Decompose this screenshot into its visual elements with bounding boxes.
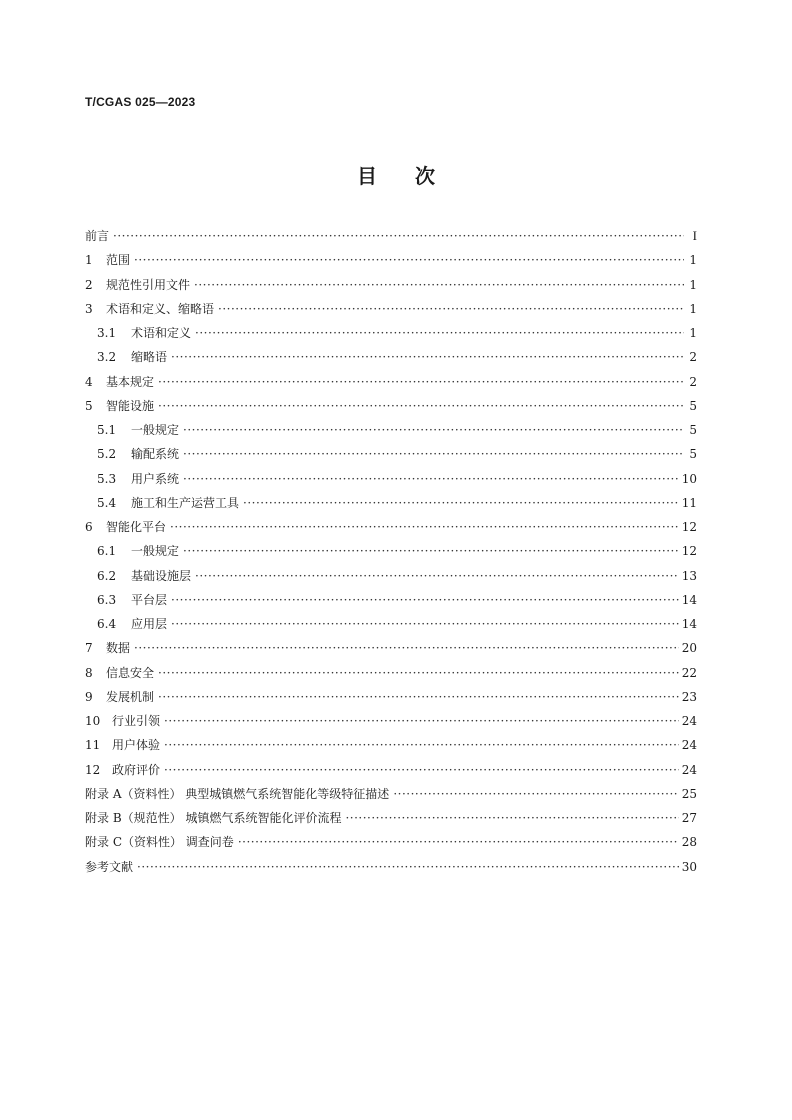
toc-entry-number: 12 [85,762,101,777]
toc-entry-number: 6.4 [97,617,117,631]
toc-entry-number: 7 [85,641,93,656]
toc-entry-label: 术语和定义 [131,326,192,340]
toc-entry-page: 14 [681,592,697,607]
toc-entry-number: 10 [85,714,101,728]
toc-entry-page: 22 [681,665,697,680]
toc-entry-number: 6.3 [97,592,117,607]
toc-entry[interactable] [85,612,697,636]
document-code: T/CGAS 025—2023 [85,95,196,109]
toc-dot-leader [171,612,679,636]
toc-entry-number: 5 [85,398,93,413]
toc-dot-leader [183,539,679,563]
toc-entry-number: 1 [85,253,93,268]
toc-entry-label: 规范性引用文件 [106,277,191,292]
toc-entry-label: 附录 C（资料性） 调查问卷 [85,835,234,850]
toc-dot-leader [158,685,679,709]
toc-entry-label: 输配系统 [131,447,180,462]
toc-dot-leader [113,224,684,248]
toc-entry-number: 6 [85,520,93,534]
toc-entry-page: 5 [689,398,697,413]
toc-dot-leader [183,442,684,466]
toc-entry-label: 前言 [85,229,110,243]
toc-entry-label: 范围 [106,253,131,268]
toc-entry-page: 2 [689,374,697,389]
toc-dot-leader [164,758,679,782]
toc-entry-number: 4 [85,374,93,389]
toc-entry-page: 1 [689,277,697,292]
toc-dot-leader [393,782,678,806]
toc-entry[interactable] [85,855,697,879]
toc-entry-page: 12 [681,520,697,534]
toc-entry-number: 6.2 [97,568,117,583]
toc-entry-number: 3.1 [97,326,117,340]
toc-dot-leader [194,273,684,297]
toc-entry-page: 24 [681,762,697,777]
toc-entry-number: 5.4 [97,495,117,510]
toc-dot-leader [183,467,679,491]
toc-dot-leader [134,636,679,660]
toc-dot-leader [243,491,679,515]
toc-entry-label: 基本规定 [106,374,155,389]
toc-entry[interactable] [85,636,697,660]
toc-entry-page: 12 [681,544,697,559]
toc-entry[interactable] [85,709,697,733]
toc-entry-page: 5 [689,447,697,462]
toc-entry-page: 25 [681,786,697,801]
toc-entry-label: 行业引领 [112,714,161,728]
toc-dot-leader [195,321,684,345]
toc-title-right: 次 [415,164,435,188]
toc-entry-number: 11 [85,738,101,753]
toc-entry-label: 施工和生产运营工具 [131,495,240,510]
toc-entry-page: 20 [681,641,697,656]
toc-entry[interactable] [85,661,697,685]
toc-entry[interactable] [85,370,697,394]
toc-entry-number: 5.2 [97,447,117,462]
toc-entry-number: 3.2 [97,350,117,365]
toc-entry[interactable] [85,273,697,297]
toc-entry[interactable] [85,345,697,369]
toc-entry[interactable] [85,224,697,248]
toc-entry[interactable] [85,806,697,830]
toc-entry[interactable] [85,588,697,612]
toc-entry-label: 术语和定义、缩略语 [106,301,215,316]
toc-dot-leader [158,394,684,418]
toc-dot-leader [195,564,679,588]
toc-entry-number: 3 [85,301,93,316]
toc-entry[interactable] [85,515,697,539]
toc-dot-leader [171,345,684,369]
toc-dot-leader [164,733,679,757]
toc-title [0,160,792,189]
toc-entry[interactable] [85,418,697,442]
toc-entry[interactable] [85,394,697,418]
toc-dot-leader [171,588,679,612]
toc-entry[interactable] [85,830,697,854]
toc-entry[interactable] [85,685,697,709]
toc-entry-label: 一般规定 [131,544,180,559]
toc-dot-leader [164,709,679,733]
toc-entry-page: 24 [681,714,697,728]
toc-entry[interactable] [85,467,697,491]
toc-entry-page: 13 [681,568,697,583]
toc-entry[interactable] [85,733,697,757]
toc-entry[interactable] [85,564,697,588]
toc-entry-page: 27 [681,811,697,825]
toc-entry-page: 5 [689,423,697,437]
toc-title-left: 目 [357,164,377,188]
toc-entry-label: 用户体验 [112,738,161,753]
toc-entry-page: 28 [681,835,697,850]
toc-entry-label: 基础设施层 [131,568,192,583]
toc-entry-page: 2 [689,350,697,365]
toc-entry-page: 1 [689,326,697,340]
toc-entry-page: 23 [681,689,697,704]
toc-entry-number: 9 [85,689,93,704]
toc-entry-page: 30 [681,859,697,874]
toc-entry[interactable] [85,442,697,466]
toc-entry[interactable] [85,782,697,806]
toc-entry[interactable] [85,539,697,563]
toc-entry[interactable] [85,491,697,515]
toc-entry-number: 8 [85,665,93,680]
toc-dot-leader [134,248,684,272]
toc-dot-leader [345,806,678,830]
toc-entry-page: 24 [681,738,697,753]
toc-entry-number: 2 [85,277,93,292]
toc-entry-label: 附录 B（规范性） 城镇燃气系统智能化评价流程 [85,811,342,825]
toc-entry-page: 14 [681,617,697,631]
toc-entry[interactable] [85,297,697,321]
toc-entry-number: 6.1 [97,544,117,559]
toc-entry-page: 10 [681,471,697,486]
toc-entry-label: 信息安全 [106,665,155,680]
toc-entry-label: 发展机制 [106,689,155,704]
toc-entry-page: 1 [689,301,697,316]
toc-entry-label: 参考文献 [85,859,134,874]
toc-entry-label: 平台层 [131,592,168,607]
toc-entry-label: 政府评价 [112,762,161,777]
toc-entry-label: 用户系统 [131,471,180,486]
toc-entry[interactable] [85,321,697,345]
toc-entry-label: 数据 [106,641,131,656]
toc-entry-number: 5.3 [97,471,117,486]
toc-dot-leader [158,370,684,394]
toc-entry-label: 智能化平台 [106,520,167,534]
toc-dot-leader [158,661,679,685]
toc-entry-page: 1 [689,253,697,268]
toc-dot-leader [183,418,684,442]
toc-dot-leader [218,297,684,321]
toc-entry-label: 缩略语 [131,350,168,365]
toc-entry-page: 11 [681,495,697,510]
toc-entry-label: 应用层 [131,617,168,631]
toc-dot-leader [238,830,679,854]
toc-dot-leader [170,515,679,539]
toc-entry-label: 一般规定 [131,423,180,437]
toc-entry-label: 附录 A（资料性） 典型城镇燃气系统智能化等级特征描述 [85,786,390,801]
toc-entry-number: 5.1 [97,423,117,437]
toc-entry-label: 智能设施 [106,398,155,413]
toc-entry[interactable] [85,248,697,272]
table-of-contents [85,224,697,879]
toc-dot-leader [137,855,679,879]
toc-entry-page: I [692,228,697,243]
toc-entry[interactable] [85,758,697,782]
